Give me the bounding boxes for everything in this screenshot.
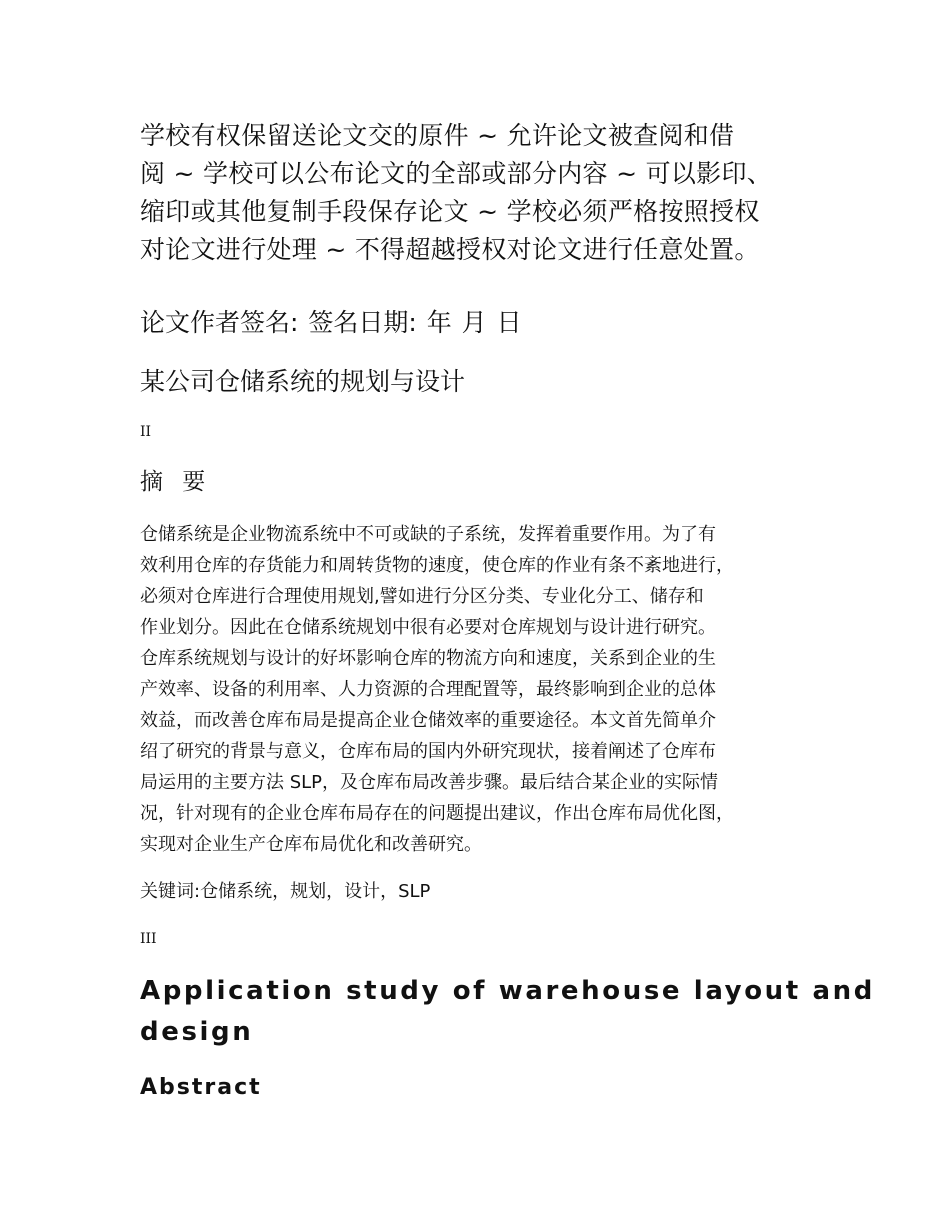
- abstract-heading-en: Abstract: [140, 1075, 262, 1100]
- license-line: 阅 ~ 学校可以公布论文的全部或部分内容 ~ 可以影印、: [140, 159, 773, 188]
- license-paragraph: [140, 117, 830, 269]
- abstract-line: 仓储系统是企业物流系统中不可或缺的子系统，发挥着重要作用。为了有: [140, 524, 716, 545]
- abstract-line: 实现对企业生产仓库布局优化和改善研究。: [140, 834, 482, 855]
- abstract-heading-cn: 摘 要: [140, 469, 212, 495]
- license-line: 对论文进行处理 ~ 不得超越授权对论文进行任意处置。: [140, 235, 760, 264]
- page-number: II: [140, 424, 152, 440]
- page-number: III: [140, 931, 157, 947]
- keywords-cn: 关键词:仓储系统，规划，设计，SLP: [140, 881, 431, 902]
- abstract-line: 产效率、设备的利用率、人力资源的合理配置等，最终影响到企业的总体: [140, 679, 716, 700]
- abstract-line: 效益，而改善仓库布局是提高企业仓储效率的重要途径。本文首先简单介: [140, 710, 716, 731]
- thesis-title-cn: 某公司仓储系统的规划与设计: [140, 367, 466, 396]
- signature-line: 论文作者签名: 签名日期: 年 月 日: [140, 308, 522, 337]
- abstract-line: 况，针对现有的企业仓库布局存在的问题提出建议，作出仓库布局优化图，: [140, 803, 734, 824]
- thesis-title-en: [140, 971, 875, 1053]
- abstract-line: 效利用仓库的存货能力和周转货物的速度，使仓库的作业有条不紊地进行，: [140, 555, 734, 576]
- title-line: Application study of warehouse layout and: [140, 976, 875, 1006]
- abstract-line: 作业划分。因此在仓储系统规划中很有必要对仓库规划与设计进行研究。: [140, 617, 716, 638]
- abstract-body-cn: [140, 519, 830, 860]
- abstract-line: 局运用的主要方法 SLP，及仓库布局改善步骤。最后结合某企业的实际情: [140, 772, 719, 793]
- license-line: 缩印或其他复制手段保存论文 ~ 学校必须严格按照授权: [140, 197, 760, 226]
- abstract-line: 必须对仓库进行合理使用规划,譬如进行分区分类、专业化分工、储存和: [140, 586, 704, 607]
- license-line: 学校有权保留送论文交的原件 ~ 允许论文被查阅和借: [140, 121, 735, 150]
- abstract-line: 仓库系统规划与设计的好坏影响仓库的物流方向和速度，关系到企业的生: [140, 648, 716, 669]
- abstract-line: 绍了研究的背景与意义，仓库布局的国内外研究现状，接着阐述了仓库布: [140, 741, 716, 762]
- title-line: design: [140, 1017, 254, 1047]
